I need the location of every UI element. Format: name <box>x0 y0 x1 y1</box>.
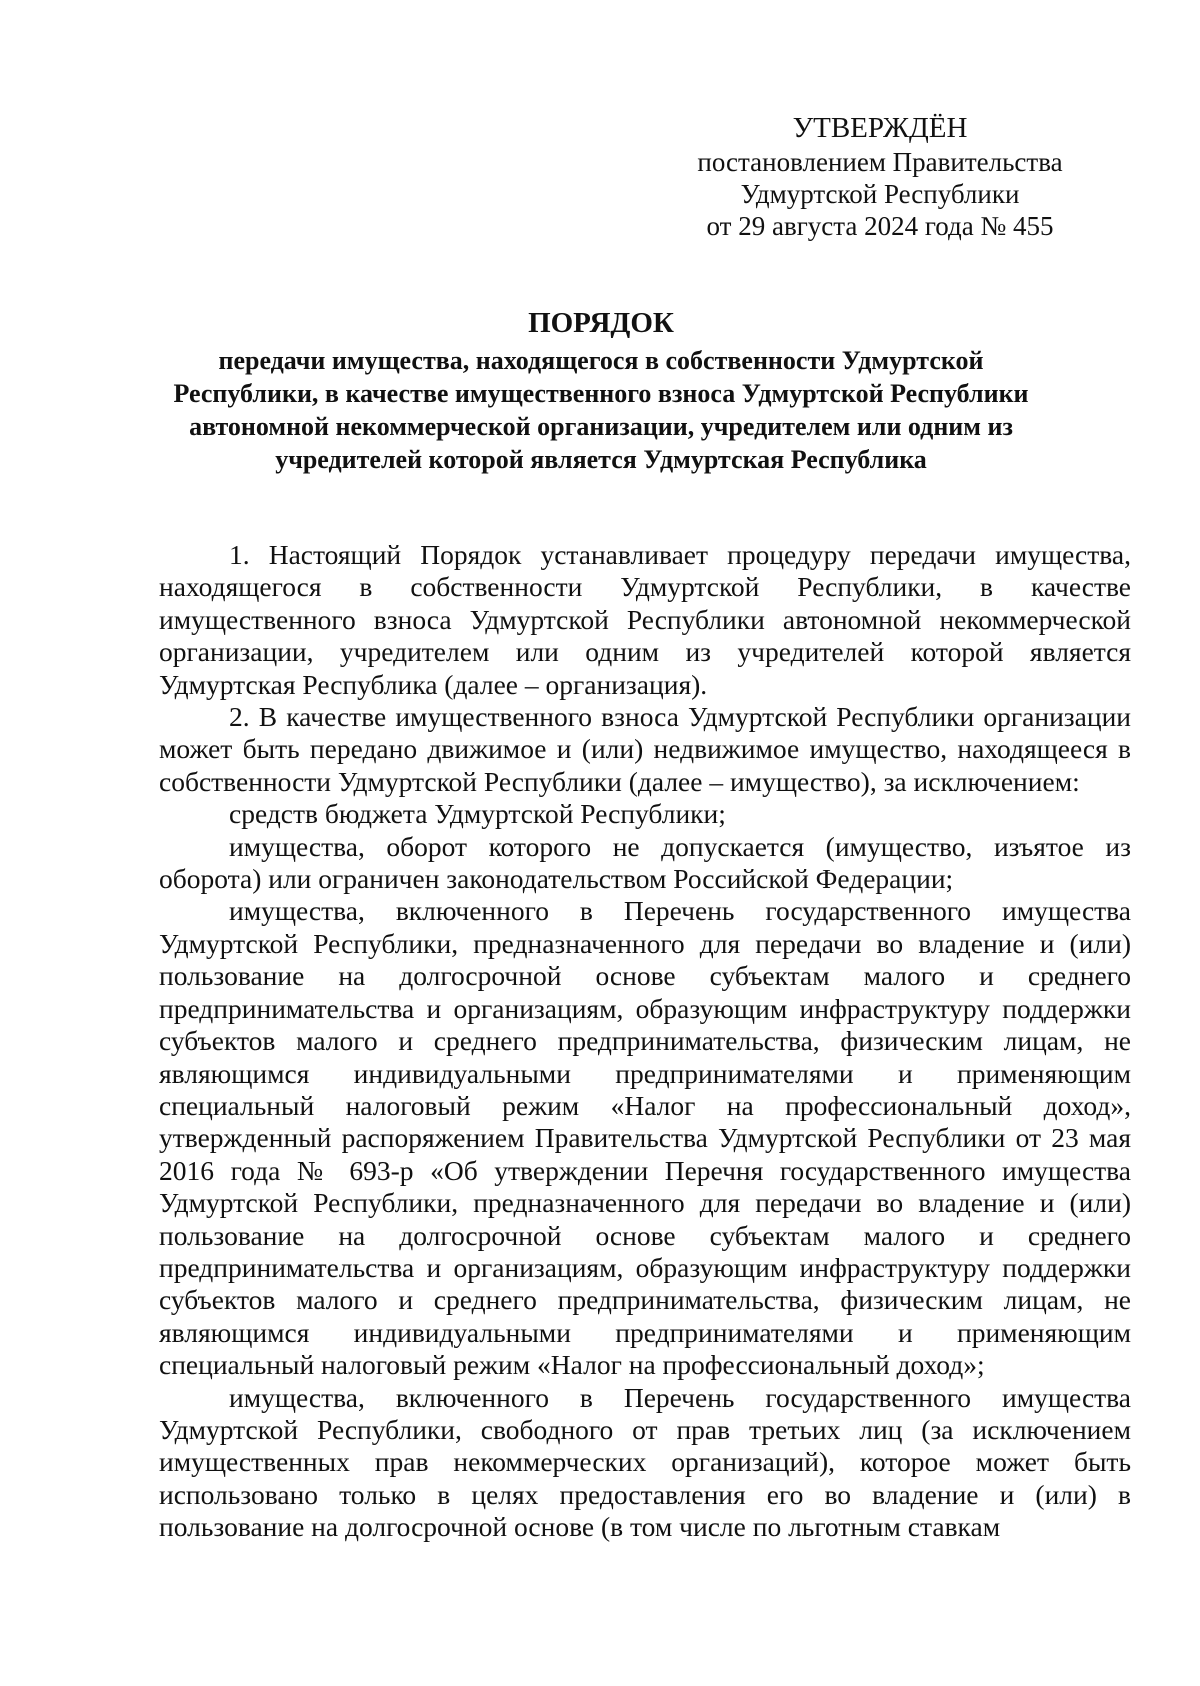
approval-line-1: постановлением Правительства <box>697 147 1063 177</box>
approved-label: УТВЕРЖДЁН <box>792 112 968 144</box>
document-subtitle: передачи имущества, находящегося в собственности Удмуртской Республики, в качестве имущественного взноса Удмуртской Республики автономной некоммерческой организации, учредителем или одним из учредителей которой является Удмуртская Республика <box>173 346 1029 474</box>
approval-line-3: от 29 августа 2024 года № 455 <box>706 211 1054 241</box>
paragraph-1: 1. Настоящий Порядок устанавливает процедуру передачи имущества, находящегося в собственности Удмуртской Республики, в качестве имущественного взноса Удмуртской Республики автономной некоммерческой организации, учредителем или одним из учредителей которой является Удмуртская Республика (далее – организация). <box>159 539 1131 700</box>
paragraph-3: средств бюджета Удмуртской Республики; <box>229 798 726 830</box>
document-heading <box>150 306 1052 476</box>
paragraph-5: имущества, включенного в Перечень государственного имущества Удмуртской Республики, предназначенного для передачи во владение и (или) пользование на долгосрочной основе субъектам малого и среднего предпринимательства и организациям, образующим инфраструктуру поддержки субъектов малого и среднего предпринимательства, физическим лицам, не являющимся индивидуальными предпринимателями и применяющим специальный налоговый режим «Налог на профессиональный доход», утвержденный распоряжением Правительства Удмуртской Республики от 23 мая 2016 года № 693-р «Об утверждении Перечня государственного имущества Удмуртской Республики, предназначенного для передачи во владение и (или) пользование на долгосрочной основе субъектам малого и среднего предпринимательства и организациям, образующим инфраструктуру поддержки субъектов малого и среднего предпринимательства, физическим лицам, не являющимся индивидуальными предпринимателями и применяющим специальный налоговый режим «Налог на профессиональный доход»; <box>159 895 1131 1381</box>
paragraph-2: 2. В качестве имущественного взноса Удмуртской Республики организации может быть передано движимое и (или) недвижимое имущество, находящееся в собственности Удмуртской Республики (далее – имущество), за исключением: <box>159 701 1131 797</box>
approval-line-2: Удмуртской Республики <box>740 179 1020 209</box>
approval-stamp <box>655 112 1105 242</box>
paragraph-4: имущества, оборот которого не допускается (имущество, изъятое из оборота) или ограничен законодательством Российской Федерации; <box>159 830 1131 895</box>
document-title: ПОРЯДОК <box>528 307 674 339</box>
document-body <box>159 539 1131 1544</box>
paragraph-6: имущества, включенного в Перечень государственного имущества Удмуртской Республики, свободного от прав третьих лиц (за исключением имущественных прав некоммерческих организаций), которое может быть использовано только в целях предоставления его во владение и (или) в пользование на долгосрочной основе (в том числе по льготным ставкам <box>159 1381 1131 1543</box>
